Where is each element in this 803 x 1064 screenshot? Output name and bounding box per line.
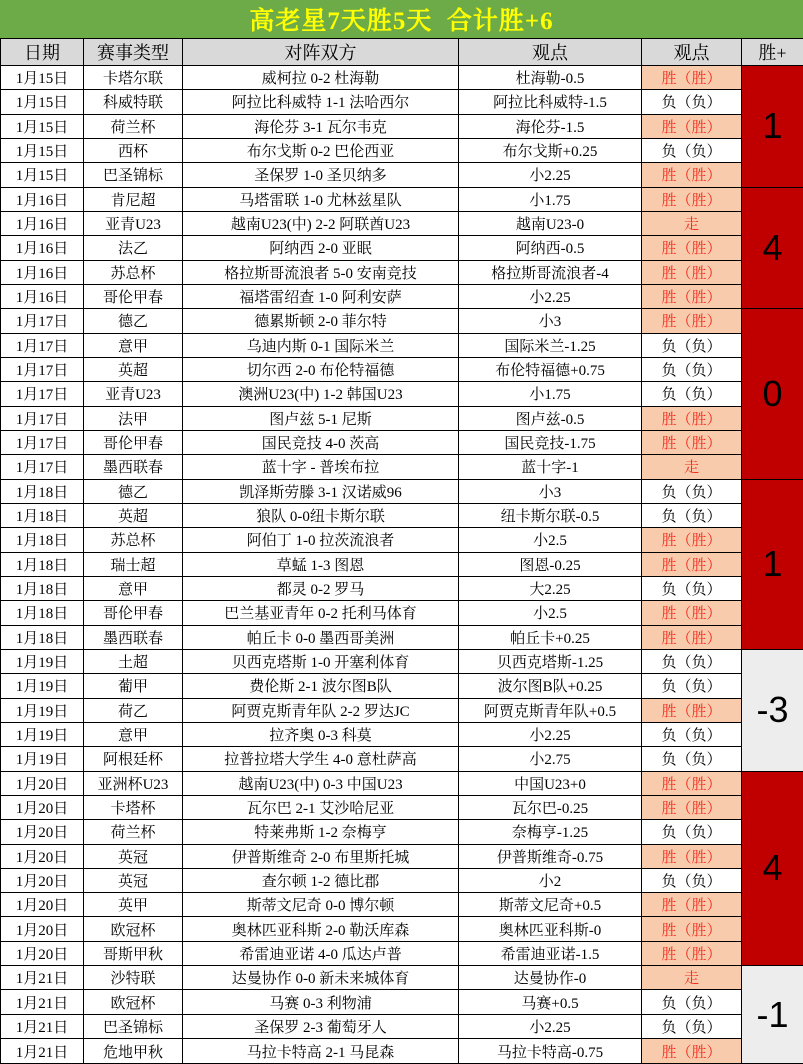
result-cell: 负（负） [642, 649, 742, 673]
result-cell: 负（负） [642, 1014, 742, 1038]
matchup-cell: 拉普拉塔大学生 4-0 意杜萨高 [183, 747, 459, 771]
table-header [1, 39, 803, 66]
column-header-date: 日期 [1, 39, 84, 66]
pick-cell: 小2.25 [459, 284, 642, 308]
league-cell: 卡塔杯 [84, 795, 183, 819]
date-cell: 1月17日 [1, 357, 84, 381]
date-cell: 1月20日 [1, 868, 84, 892]
picks-table [0, 38, 803, 1064]
table-row [1, 722, 803, 746]
league-cell: 荷兰杯 [84, 820, 183, 844]
date-cell: 1月21日 [1, 990, 84, 1014]
league-cell: 苏总杯 [84, 528, 183, 552]
matchup-cell: 澳洲U23(中) 1-2 韩国U23 [183, 382, 459, 406]
date-cell: 1月17日 [1, 455, 84, 479]
day-score-cell: 4 [742, 187, 803, 309]
pick-cell: 纽卡斯尔联-0.5 [459, 503, 642, 527]
table-row [1, 309, 803, 333]
table-row [1, 357, 803, 381]
pick-cell: 大2.25 [459, 576, 642, 600]
league-cell: 英冠 [84, 844, 183, 868]
result-cell: 胜（胜） [642, 917, 742, 941]
date-cell: 1月20日 [1, 844, 84, 868]
pick-cell: 图恩-0.25 [459, 552, 642, 576]
column-header-result: 观点 [642, 39, 742, 66]
matchup-cell: 阿拉比科威特 1-1 法哈西尔 [183, 90, 459, 114]
date-cell: 1月17日 [1, 309, 84, 333]
league-cell: 意甲 [84, 576, 183, 600]
pick-cell: 越南U23-0 [459, 211, 642, 235]
matchup-cell: 布尔戈斯 0-2 巴伦西亚 [183, 138, 459, 162]
day-score-cell: -3 [742, 649, 803, 771]
league-cell: 墨西联春 [84, 625, 183, 649]
date-cell: 1月15日 [1, 138, 84, 162]
pick-cell: 小2 [459, 868, 642, 892]
column-header-league: 赛事类型 [84, 39, 183, 66]
pick-cell: 奥林匹亚科斯-0 [459, 917, 642, 941]
league-cell: 法乙 [84, 236, 183, 260]
result-cell: 走 [642, 455, 742, 479]
matchup-cell: 草蜢 1-3 图恩 [183, 552, 459, 576]
league-cell: 沙特联 [84, 966, 183, 990]
matchup-cell: 海伦芬 3-1 瓦尔韦克 [183, 114, 459, 138]
table-row [1, 771, 803, 795]
date-cell: 1月17日 [1, 382, 84, 406]
result-cell: 胜（胜） [642, 430, 742, 454]
league-cell: 巴圣锦标 [84, 1014, 183, 1038]
result-cell: 胜（胜） [642, 893, 742, 917]
result-cell: 胜（胜） [642, 528, 742, 552]
table-row [1, 625, 803, 649]
date-cell: 1月21日 [1, 966, 84, 990]
league-cell: 欧冠杯 [84, 990, 183, 1014]
league-cell: 德乙 [84, 479, 183, 503]
table-row [1, 114, 803, 138]
matchup-cell: 圣保罗 2-3 葡萄牙人 [183, 1014, 459, 1038]
league-cell: 荷乙 [84, 698, 183, 722]
pick-cell: 伊普斯维奇-0.75 [459, 844, 642, 868]
date-cell: 1月15日 [1, 114, 84, 138]
table-row [1, 211, 803, 235]
pick-cell: 奈梅亨-1.25 [459, 820, 642, 844]
pick-cell: 蓝十字-1 [459, 455, 642, 479]
date-cell: 1月15日 [1, 90, 84, 114]
matchup-cell: 威柯拉 0-2 杜海勒 [183, 66, 459, 90]
date-cell: 1月16日 [1, 187, 84, 211]
league-cell: 葡甲 [84, 674, 183, 698]
date-cell: 1月19日 [1, 698, 84, 722]
pick-cell: 国民竞技-1.75 [459, 430, 642, 454]
table-row [1, 576, 803, 600]
table-row [1, 795, 803, 819]
matchup-cell: 圣保罗 1-0 圣贝纳多 [183, 163, 459, 187]
league-cell: 哥伦甲春 [84, 601, 183, 625]
table-row [1, 430, 803, 454]
table-row [1, 601, 803, 625]
table-row [1, 187, 803, 211]
day-score-cell: -1 [742, 966, 803, 1064]
table-row [1, 990, 803, 1014]
pick-cell: 中国U23+0 [459, 771, 642, 795]
pick-cell: 杜海勒-0.5 [459, 66, 642, 90]
result-cell: 胜（胜） [642, 601, 742, 625]
pick-cell: 小3 [459, 309, 642, 333]
result-cell: 走 [642, 211, 742, 235]
table-row [1, 674, 803, 698]
league-cell: 危地甲秋 [84, 1039, 183, 1064]
matchup-cell: 福塔雷绍查 1-0 阿利安萨 [183, 284, 459, 308]
table-row [1, 503, 803, 527]
league-cell: 阿根廷杯 [84, 747, 183, 771]
matchup-cell: 斯蒂文尼奇 0-0 博尔顿 [183, 893, 459, 917]
date-cell: 1月18日 [1, 479, 84, 503]
matchup-cell: 国民竞技 4-0 茨高 [183, 430, 459, 454]
matchup-cell: 凯泽斯劳滕 3-1 汉诺威96 [183, 479, 459, 503]
result-cell: 胜（胜） [642, 187, 742, 211]
date-cell: 1月20日 [1, 941, 84, 965]
date-cell: 1月19日 [1, 674, 84, 698]
pick-cell: 小3 [459, 479, 642, 503]
pick-cell: 阿纳西-0.5 [459, 236, 642, 260]
date-cell: 1月18日 [1, 601, 84, 625]
matchup-cell: 特莱弗斯 1-2 奈梅亨 [183, 820, 459, 844]
date-cell: 1月21日 [1, 1014, 84, 1038]
column-header-winplus: 胜+ [742, 39, 803, 66]
league-cell: 哥伦甲春 [84, 430, 183, 454]
result-cell: 负（负） [642, 674, 742, 698]
pick-cell: 小2.5 [459, 528, 642, 552]
matchup-cell: 都灵 0-2 罗马 [183, 576, 459, 600]
date-cell: 1月16日 [1, 260, 84, 284]
league-cell: 英超 [84, 357, 183, 381]
result-cell: 负（负） [642, 138, 742, 162]
pick-cell: 国际米兰-1.25 [459, 333, 642, 357]
pick-cell: 波尔图B队+0.25 [459, 674, 642, 698]
column-header-pick: 观点 [459, 39, 642, 66]
league-cell: 英冠 [84, 868, 183, 892]
matchup-cell: 图卢兹 5-1 尼斯 [183, 406, 459, 430]
pick-cell: 小2.75 [459, 747, 642, 771]
pick-cell: 阿贾克斯青年队+0.5 [459, 698, 642, 722]
league-cell: 土超 [84, 649, 183, 673]
table-row [1, 406, 803, 430]
pick-cell: 小1.75 [459, 187, 642, 211]
pick-cell: 小2.25 [459, 722, 642, 746]
matchup-cell: 瓦尔巴 2-1 艾沙哈尼亚 [183, 795, 459, 819]
date-cell: 1月20日 [1, 917, 84, 941]
table-row [1, 649, 803, 673]
matchup-cell: 切尔西 2-0 布伦特福德 [183, 357, 459, 381]
date-cell: 1月18日 [1, 503, 84, 527]
league-cell: 哥伦甲春 [84, 284, 183, 308]
table-row [1, 260, 803, 284]
table-row [1, 941, 803, 965]
matchup-cell: 越南U23(中) 0-3 中国U23 [183, 771, 459, 795]
column-header-matchup: 对阵双方 [183, 39, 459, 66]
date-cell: 1月16日 [1, 284, 84, 308]
matchup-cell: 巴兰基亚青年 0-2 托利马体育 [183, 601, 459, 625]
table-row [1, 333, 803, 357]
result-cell: 胜（胜） [642, 552, 742, 576]
pick-cell: 小2.25 [459, 163, 642, 187]
pick-cell: 布尔戈斯+0.25 [459, 138, 642, 162]
day-score-cell: 1 [742, 479, 803, 649]
result-cell: 负（负） [642, 503, 742, 527]
matchup-cell: 阿贾克斯青年队 2-2 罗达JC [183, 698, 459, 722]
league-cell: 荷兰杯 [84, 114, 183, 138]
table-row [1, 844, 803, 868]
date-cell: 1月15日 [1, 163, 84, 187]
date-cell: 1月20日 [1, 820, 84, 844]
league-cell: 英超 [84, 503, 183, 527]
result-cell: 胜（胜） [642, 625, 742, 649]
pick-cell: 瓦尔巴-0.25 [459, 795, 642, 819]
pick-cell: 贝西克塔斯-1.25 [459, 649, 642, 673]
pick-cell: 马赛+0.5 [459, 990, 642, 1014]
result-cell: 负（负） [642, 479, 742, 503]
result-cell: 负（负） [642, 333, 742, 357]
league-cell: 亚青U23 [84, 382, 183, 406]
pick-cell: 斯蒂文尼奇+0.5 [459, 893, 642, 917]
date-cell: 1月19日 [1, 649, 84, 673]
matchup-cell: 费伦斯 2-1 波尔图B队 [183, 674, 459, 698]
pick-cell: 布伦特福德+0.75 [459, 357, 642, 381]
date-cell: 1月19日 [1, 747, 84, 771]
league-cell: 西杯 [84, 138, 183, 162]
result-cell: 负（负） [642, 357, 742, 381]
matchup-cell: 蓝十字 - 普埃布拉 [183, 455, 459, 479]
pick-cell: 小2.25 [459, 1014, 642, 1038]
table-row [1, 455, 803, 479]
date-cell: 1月20日 [1, 771, 84, 795]
matchup-cell: 达曼协作 0-0 新未来城体育 [183, 966, 459, 990]
league-cell: 苏总杯 [84, 260, 183, 284]
matchup-cell: 拉齐奥 0-3 科莫 [183, 722, 459, 746]
date-cell: 1月16日 [1, 236, 84, 260]
table-row [1, 138, 803, 162]
league-cell: 瑞士超 [84, 552, 183, 576]
table-row [1, 528, 803, 552]
day-score-cell: 0 [742, 309, 803, 479]
result-cell: 走 [642, 966, 742, 990]
result-cell: 胜（胜） [642, 406, 742, 430]
date-cell: 1月20日 [1, 893, 84, 917]
pick-cell: 小1.75 [459, 382, 642, 406]
result-cell: 负（负） [642, 820, 742, 844]
league-cell: 欧冠杯 [84, 917, 183, 941]
pick-cell: 马拉卡特高-0.75 [459, 1039, 642, 1064]
table-row [1, 552, 803, 576]
date-cell: 1月18日 [1, 552, 84, 576]
date-cell: 1月17日 [1, 333, 84, 357]
league-cell: 科威特联 [84, 90, 183, 114]
result-cell: 胜（胜） [642, 771, 742, 795]
table-row [1, 820, 803, 844]
league-cell: 法甲 [84, 406, 183, 430]
table-row [1, 90, 803, 114]
league-cell: 卡塔尔联 [84, 66, 183, 90]
matchup-cell: 德累斯顿 2-0 菲尔特 [183, 309, 459, 333]
matchup-cell: 乌迪内斯 0-1 国际米兰 [183, 333, 459, 357]
matchup-cell: 奥林匹亚科斯 2-0 勒沃库森 [183, 917, 459, 941]
result-cell: 胜（胜） [642, 260, 742, 284]
matchup-cell: 查尔顿 1-2 德比郡 [183, 868, 459, 892]
date-cell: 1月17日 [1, 406, 84, 430]
page-title: 高老星7天胜5天 合计胜+6 [249, 8, 554, 35]
pick-cell: 达曼协作-0 [459, 966, 642, 990]
matchup-cell: 帕丘卡 0-0 墨西哥美洲 [183, 625, 459, 649]
result-cell: 胜（胜） [642, 114, 742, 138]
result-cell: 负（负） [642, 382, 742, 406]
result-cell: 胜（胜） [642, 698, 742, 722]
result-cell: 胜（胜） [642, 236, 742, 260]
matchup-cell: 越南U23(中) 2-2 阿联酋U23 [183, 211, 459, 235]
result-cell: 胜（胜） [642, 795, 742, 819]
matchup-cell: 阿纳西 2-0 亚眠 [183, 236, 459, 260]
pick-cell: 海伦芬-1.5 [459, 114, 642, 138]
result-cell: 胜（胜） [642, 844, 742, 868]
league-cell: 哥斯甲秋 [84, 941, 183, 965]
table-row [1, 698, 803, 722]
league-cell: 亚青U23 [84, 211, 183, 235]
date-cell: 1月21日 [1, 1039, 84, 1064]
table-row [1, 893, 803, 917]
result-cell: 负（负） [642, 722, 742, 746]
pick-cell: 希雷迪亚诺-1.5 [459, 941, 642, 965]
league-cell: 巴圣锦标 [84, 163, 183, 187]
matchup-cell: 格拉斯哥流浪者 5-0 安南竞技 [183, 260, 459, 284]
date-cell: 1月16日 [1, 211, 84, 235]
result-cell: 胜（胜） [642, 66, 742, 90]
result-cell: 负（负） [642, 576, 742, 600]
league-cell: 英甲 [84, 893, 183, 917]
result-cell: 胜（胜） [642, 163, 742, 187]
header-row [1, 39, 803, 66]
pick-cell: 阿拉比科威特-1.5 [459, 90, 642, 114]
date-cell: 1月18日 [1, 576, 84, 600]
pick-cell: 格拉斯哥流浪者-4 [459, 260, 642, 284]
matchup-cell: 阿伯丁 1-0 拉茨流浪者 [183, 528, 459, 552]
date-cell: 1月15日 [1, 66, 84, 90]
date-cell: 1月18日 [1, 625, 84, 649]
result-cell: 胜（胜） [642, 284, 742, 308]
table-row [1, 284, 803, 308]
matchup-cell: 狼队 0-0纽卡斯尔联 [183, 503, 459, 527]
table-row [1, 917, 803, 941]
date-cell: 1月18日 [1, 528, 84, 552]
result-cell: 胜（胜） [642, 309, 742, 333]
table-row [1, 1014, 803, 1038]
table-row [1, 66, 803, 90]
matchup-cell: 马塔雷联 1-0 尤林兹星队 [183, 187, 459, 211]
league-cell: 德乙 [84, 309, 183, 333]
pick-cell: 小2.5 [459, 601, 642, 625]
result-cell: 负（负） [642, 747, 742, 771]
league-cell: 肯尼超 [84, 187, 183, 211]
result-cell: 胜（胜） [642, 1039, 742, 1064]
day-score-cell: 4 [742, 771, 803, 966]
title-banner [0, 0, 803, 38]
table-row [1, 747, 803, 771]
result-cell: 负（负） [642, 990, 742, 1014]
table-row [1, 868, 803, 892]
pick-cell: 帕丘卡+0.25 [459, 625, 642, 649]
league-cell: 意甲 [84, 722, 183, 746]
date-cell: 1月20日 [1, 795, 84, 819]
league-cell: 亚洲杯U23 [84, 771, 183, 795]
matchup-cell: 贝西克塔斯 1-0 开塞利体育 [183, 649, 459, 673]
table-row [1, 966, 803, 990]
result-cell: 负（负） [642, 868, 742, 892]
table-row [1, 236, 803, 260]
table-body [1, 66, 803, 1064]
table-row [1, 163, 803, 187]
table-row [1, 1039, 803, 1064]
league-cell: 意甲 [84, 333, 183, 357]
result-cell: 负（负） [642, 90, 742, 114]
table-row [1, 479, 803, 503]
matchup-cell: 马拉卡特高 2-1 马昆森 [183, 1039, 459, 1064]
matchup-cell: 马赛 0-3 利物浦 [183, 990, 459, 1014]
date-cell: 1月17日 [1, 430, 84, 454]
table-row [1, 382, 803, 406]
date-cell: 1月19日 [1, 722, 84, 746]
pick-cell: 图卢兹-0.5 [459, 406, 642, 430]
matchup-cell: 伊普斯维奇 2-0 布里斯托城 [183, 844, 459, 868]
result-cell: 胜（胜） [642, 941, 742, 965]
league-cell: 墨西联春 [84, 455, 183, 479]
day-score-cell: 1 [742, 66, 803, 188]
matchup-cell: 希雷迪亚诺 4-0 瓜达卢普 [183, 941, 459, 965]
